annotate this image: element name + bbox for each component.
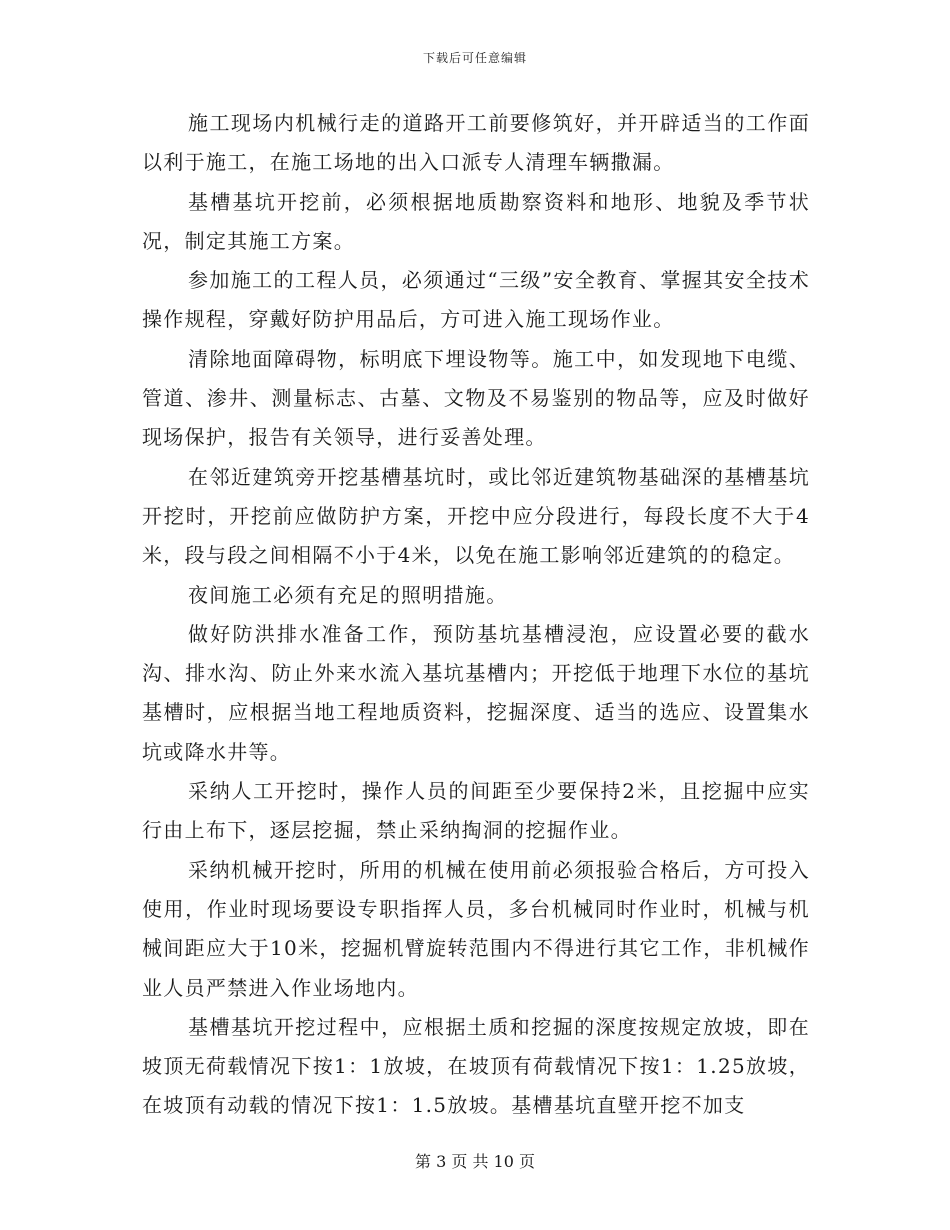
document-body <box>142 104 810 1126</box>
page-number: 第 3 页 共 10 页 <box>415 1152 535 1171</box>
paragraph: 做好防洪排水准备工作，预防基坑基槽浸泡，应设置必要的截水沟、排水沟、防止外来水流入基坑基槽内；开挖低于地理下水位的基坑基槽时，应根据当地工程地质资料，挖掘深度、适当的选应、设置集水坑或降水井等。 <box>142 621 810 764</box>
paragraph: 采纳人工开挖时，操作人员的间距至少要保持2米，且挖掘中应实行由上布下，逐层挖掘，禁止采纳掏洞的挖掘作业。 <box>142 779 810 843</box>
paragraph: 清除地面障碍物，标明底下埋设物等。施工中，如发现地下电缆、管道、渗井、测量标志、古墓、文物及不易鉴别的物品等，应及时做好现场保护，报告有关领导，进行妥善处理。 <box>142 346 810 450</box>
paragraph: 基槽基坑开挖前，必须根据地质勘察资料和地形、地貌及季节状况，制定其施工方案。 <box>142 189 810 253</box>
paragraph: 基槽基坑开挖过程中，应根据土质和挖掘的深度按规定放坡，即在坡顶无荷载情况下按1：1放坡，在坡顶有荷载情况下按1：1.25放坡，在坡顶有动载的情况下按1：1.5放坡。基槽基坑直壁开挖不加支 <box>142 1014 810 1118</box>
paragraph: 施工现场内机械行走的道路开工前要修筑好，并开辟适当的工作面以利于施工，在施工场地的出入口派专人清理车辆撒漏。 <box>142 111 810 175</box>
paragraph: 在邻近建筑旁开挖基槽基坑时，或比邻近建筑物基础深的基槽基坑开挖时，开挖前应做防护方案，开挖中应分段进行，每段长度不大于4米，段与段之间相隔不小于4米，以免在施工影响邻近建筑的的稳定。 <box>142 464 810 568</box>
paragraph: 采纳机械开挖时，所用的机械在使用前必须报验合格后，方可投入使用，作业时现场要设专职指挥人员，多台机械同时作业时，机械与机械间距应大于10米，挖掘机臂旋转范围内不得进行其它工作，非机械作业人员严禁进入作业场地内。 <box>142 857 810 1000</box>
page-header: 下载后可任意编辑 <box>422 51 527 65</box>
paragraph: 参加施工的工程人员，必须通过“三级”安全教育、掌握其安全技术操作规程，穿戴好防护用品后，方可进入施工现场作业。 <box>142 268 810 332</box>
paragraph: 夜间施工必须有充足的照明措施。 <box>188 582 508 607</box>
